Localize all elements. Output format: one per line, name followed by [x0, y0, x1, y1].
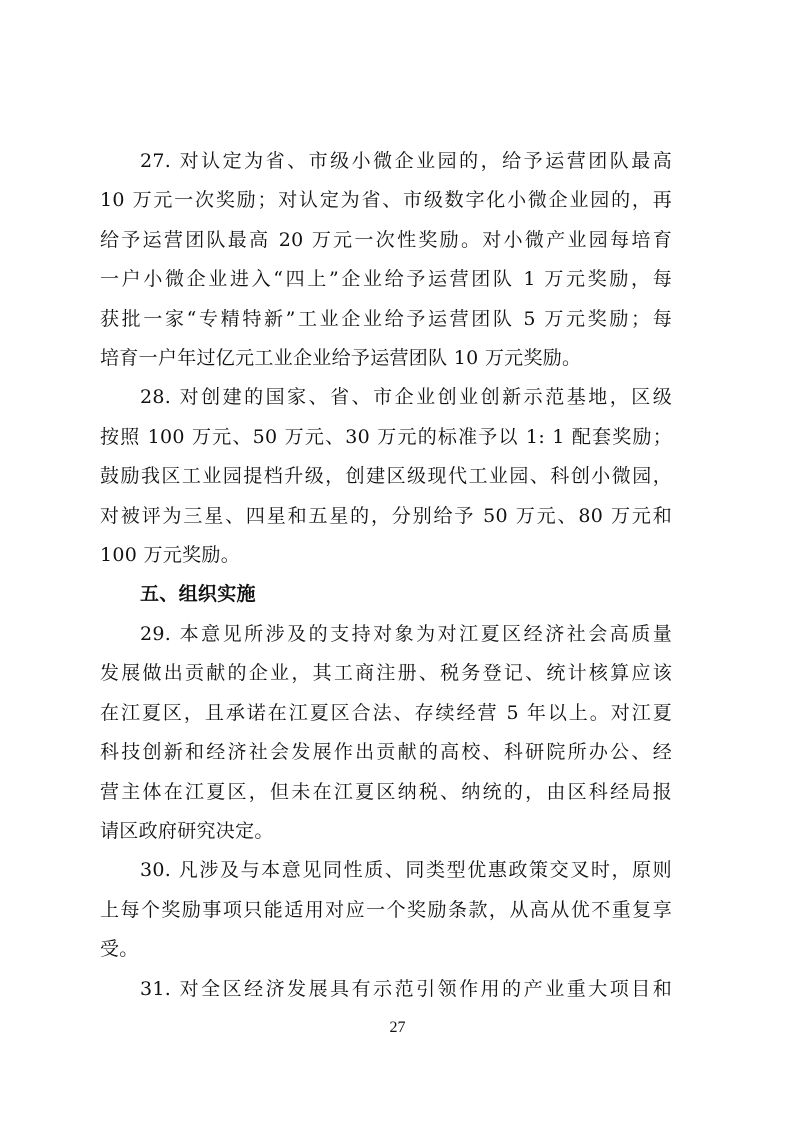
paragraph-line: 上每个奖励事项只能适用对应一个奖励条款，从高从优不重复享 [100, 899, 672, 921]
paragraph-line: 发展做出贡献的企业，其工商注册、税务登记、统计核算应该 [100, 662, 672, 684]
paragraph-line: 29. 本意见所涉及的支持对象为对江夏区经济社会高质量 [140, 623, 672, 645]
page-number: 27 [389, 1019, 406, 1036]
paragraph-line: 鼓励我区工业园提档升级，创建区级现代工业园、科创小微园， [100, 465, 672, 487]
paragraph-line: 按照 100 万元、50 万元、30 万元的标准予以 1: 1 配套奖励； [100, 426, 672, 448]
section-heading: 五、组织实施 [140, 583, 256, 605]
paragraph-line: 28. 对创建的国家、省、市企业创业创新示范基地，区级 [140, 386, 672, 408]
paragraph-line: 培育一户年过亿元工业企业给予运营团队 10 万元奖励。 [100, 347, 582, 369]
paragraph-line: 给予运营团队最高 20 万元一次性奖励。对小微产业园每培育 [100, 229, 672, 251]
paragraph-line: 获批一家“专精特新”工业企业给予运营团队 5 万元奖励；每 [100, 308, 672, 330]
paragraph-line: 27. 对认定为省、市级小微企业园的，给予运营团队最高 [140, 150, 672, 172]
paragraph-line: 受。 [100, 938, 139, 960]
paragraph-line: 一户小微企业进入“四上”企业给予运营团队 1 万元奖励，每 [100, 268, 672, 290]
paragraph-line: 31. 对全区经济发展具有示范引领作用的产业重大项目和 [140, 978, 672, 1000]
paragraph-line: 10 万元一次奖励；对认定为省、市级数字化小微企业园的，再 [100, 189, 672, 211]
paragraph-line: 请区政府研究决定。 [100, 820, 274, 842]
paragraph-line: 营主体在江夏区，但未在江夏区纳税、纳统的，由区科经局报 [100, 781, 672, 803]
paragraph-line: 科技创新和经济社会发展作出贡献的高校、科研院所办公、经 [100, 741, 672, 763]
paragraph-line: 100 万元奖励。 [100, 544, 241, 566]
paragraph-line: 对被评为三星、四星和五星的，分别给予 50 万元、80 万元和 [100, 505, 672, 527]
paragraph-line: 在江夏区，且承诺在江夏区合法、存续经营 5 年以上。对江夏 [100, 702, 672, 724]
paragraph-line: 30. 凡涉及与本意见同性质、同类型优惠政策交叉时，原则 [140, 859, 672, 881]
